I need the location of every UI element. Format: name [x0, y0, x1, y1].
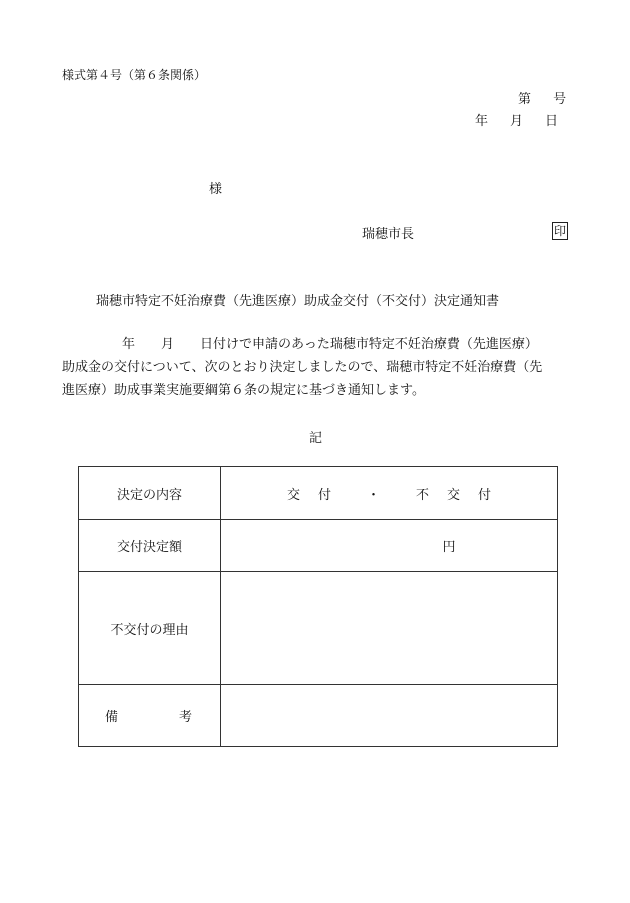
table-row: [79, 520, 558, 572]
table-row: [79, 685, 558, 747]
remarks-value: [221, 685, 558, 747]
decision-content-value: [221, 467, 558, 520]
date-day-label: 日: [545, 114, 559, 129]
remarks-label: [79, 685, 221, 747]
grant-amount-label: 交付決定額: [79, 520, 221, 572]
table-row: [79, 572, 558, 685]
document-number-line: 第 号: [518, 92, 567, 107]
body-line-1: 年 月 日付けで申請のあった瑞穂市特定不妊治療費（先進医療）: [122, 337, 538, 352]
form-number-label: 様式第４号（第６条関係）: [62, 68, 207, 82]
ki-heading: 記: [309, 431, 323, 446]
value-part: 交: [286, 487, 300, 503]
official-seal-mark: 印: [553, 224, 566, 238]
date-month-label: 月: [510, 114, 524, 129]
decision-content-label: 決定の内容: [79, 467, 221, 520]
notice-body: [62, 333, 592, 402]
non-grant-reason-label: 不交付の理由: [79, 572, 221, 685]
date-year-label: 年: [475, 114, 489, 129]
value-part: 不: [416, 487, 430, 503]
body-line-2: 助成金の交付について、次のとおり決定しましたので、瑞穂市特定不妊治療費（先: [62, 360, 543, 375]
value-part: 付: [478, 487, 492, 503]
sender-title: 瑞穂市長: [362, 227, 415, 242]
remarks-label-part: 備: [105, 710, 119, 725]
remarks-label-part: 考: [178, 710, 192, 725]
grant-amount-value: 円: [221, 520, 558, 572]
decision-table: [78, 466, 558, 747]
non-grant-reason-value: [221, 572, 558, 685]
value-part: 付: [317, 487, 331, 503]
addressee-suffix: 様: [209, 182, 223, 197]
table-row: [79, 467, 558, 520]
issue-date-line: [475, 110, 558, 129]
value-part: ・: [366, 487, 380, 503]
value-part: 交: [447, 487, 461, 503]
document-title: 瑞穂市特定不妊治療費（先進医療）助成金交付（不交付）決定通知書: [96, 294, 500, 309]
body-line-3: 進医療）助成事業実施要綱第６条の規定に基づき通知します。: [62, 383, 425, 398]
